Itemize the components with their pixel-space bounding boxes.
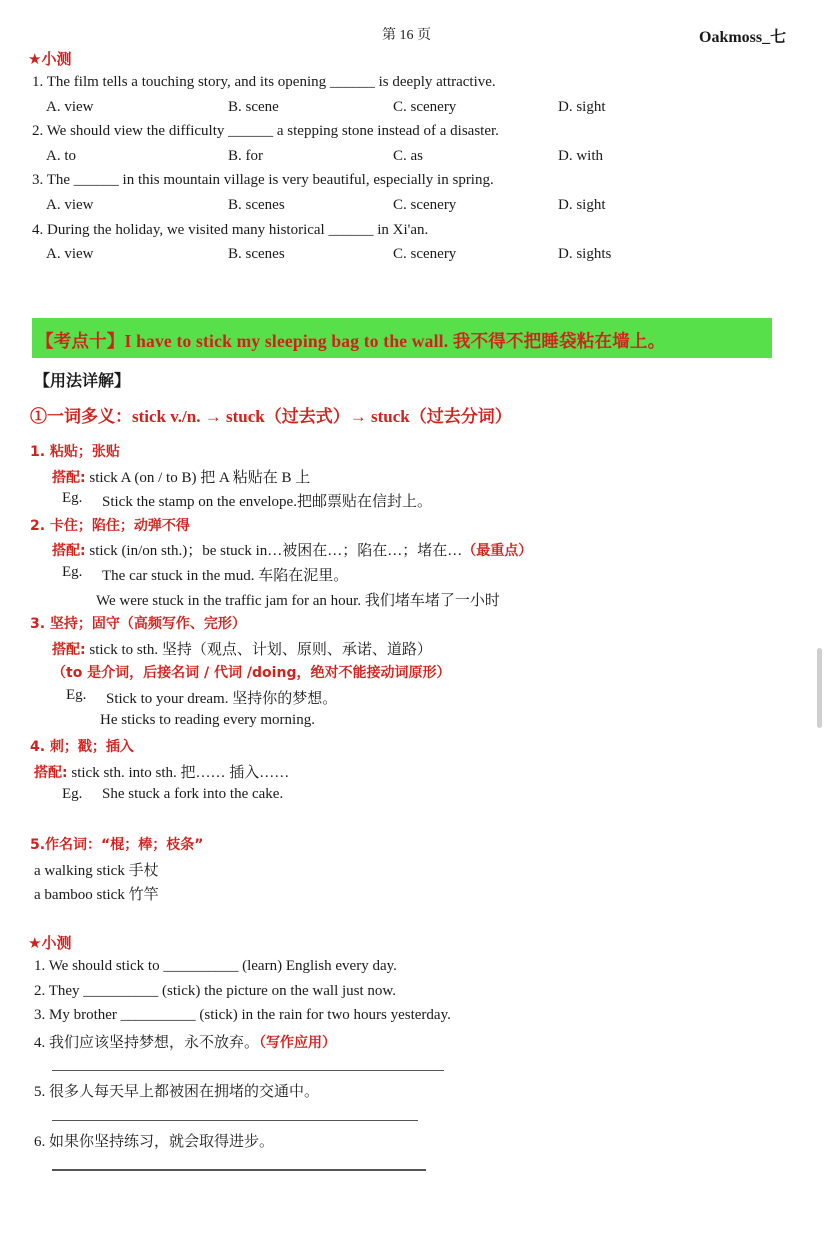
collocation-line (34, 761, 289, 782)
collocation-text: stick (in/on sth.)；be stuck in…被困在…；陷在…；堵在… (85, 543, 463, 559)
option: B. for (228, 148, 263, 164)
question-stem: 2. We should view the difficulty ______ a stepping stone instead of a disaster. (32, 123, 499, 139)
polysemy-heading: ①一词多义：stick v./n. → stuck（过去式）→ stuck（过去分词） (30, 407, 512, 426)
example-label: Eg. (62, 564, 83, 580)
meaning-title: 4. 刺；戳；插入 (30, 739, 134, 755)
question-stem: 1. The film tells a touching story, and its opening ______ is deeply attractive. (32, 74, 496, 90)
question-stem: 4. During the holiday, we visited many historical ______ in Xi'an. (32, 222, 429, 238)
option: C. scenery (393, 197, 457, 213)
meaning-title: 1. 粘贴；张贴 (30, 444, 120, 460)
quiz-title: ★小测 (28, 50, 72, 68)
exercise-text: 4. 我们应该坚持梦想，永不放弃。 (34, 1035, 260, 1051)
collocation-note: （最重点） (462, 543, 533, 559)
option: C. as (393, 148, 423, 164)
exercise-item: 5. 很多人每天早上都被困在拥堵的交通中。 (34, 1084, 320, 1100)
option: A. view (46, 246, 94, 262)
example-label: Eg. (62, 786, 83, 802)
collocation-text: stick A (on / to B) 把 A 粘贴在 B 上 (85, 470, 311, 486)
option: A. view (46, 197, 94, 213)
option: C. scenery (393, 99, 457, 115)
collocation-label: 搭配: (34, 765, 68, 781)
option: B. scene (228, 99, 279, 115)
scrollbar-thumb[interactable] (817, 648, 822, 728)
option: A. view (46, 99, 94, 115)
collocation-line (52, 539, 532, 560)
example-sentence: The car stuck in the mud. 车陷在泥里。 (102, 568, 349, 584)
answer-line (52, 1169, 426, 1171)
example-sentence: She stuck a fork into the cake. (102, 786, 284, 802)
example-label: Eg. (66, 687, 87, 703)
question-stem: 3. The ______ in this mountain village is very beautiful, especially in spring. (32, 172, 494, 188)
noun-example: a bamboo stick 竹竿 (34, 887, 159, 903)
option: D. sight (558, 99, 606, 115)
collocation-label: 搭配: (52, 642, 86, 658)
author-label: Oakmoss_七 (699, 29, 787, 46)
grammar-note: （to 是介词，后接名词 / 代词 /doing，绝对不能接动词原形） (52, 665, 451, 681)
option: C. scenery (393, 246, 457, 262)
collocation-line (52, 638, 432, 659)
collocation-label: 搭配: (52, 470, 86, 486)
option: B. scenes (228, 197, 285, 213)
quiz-title: ★小测 (28, 934, 72, 952)
example-sentence: We were stuck in the traffic jam for an hour. 我们堵车堵了一小时 (96, 593, 500, 609)
exercise-item: 3. My brother __________ (stick) in the rain for two hours yesterday. (34, 1007, 451, 1023)
meaning-title: 2. 卡住；陷住；动弹不得 (30, 518, 190, 534)
exercise-item: 2. They __________ (stick) the picture on the wall just now. (34, 983, 397, 999)
example-sentence: He sticks to reading every morning. (100, 712, 315, 728)
example-sentence: Stick to your dream. 坚持你的梦想。 (106, 691, 338, 707)
option: D. sight (558, 197, 606, 213)
example-label: Eg. (62, 490, 83, 506)
meaning-title: 3. 坚持；固守（高频写作、完形） (30, 616, 246, 632)
key-point-title: 【考点十】I have to stick my sleeping bag to the wall. 我不得不把睡袋粘在墙上。 (36, 331, 666, 351)
collocation-text: stick sth. into sth. 把…… 插入…… (67, 765, 290, 781)
exercise-note: （写作应用） (259, 1035, 337, 1051)
option: D. sights (558, 246, 612, 262)
collocation-line (52, 466, 310, 487)
option: B. scenes (228, 246, 285, 262)
noun-example: a walking stick 手杖 (34, 863, 159, 879)
meaning-title: 5.作名词：“棍；棒；枝条” (30, 837, 204, 853)
collocation-label: 搭配: (52, 543, 86, 559)
option: A. to (46, 148, 76, 164)
exercise-item: 1. We should stick to __________ (learn) English every day. (34, 958, 397, 974)
option: D. with (558, 148, 603, 164)
answer-line (52, 1120, 418, 1121)
usage-heading: 【用法详解】 (34, 371, 131, 390)
example-sentence: Stick the stamp on the envelope.把邮票贴在信封上。 (102, 494, 432, 510)
page-number: 第 16 页 (382, 28, 431, 43)
exercise-item: 6. 如果你坚持练习，就会取得进步。 (34, 1134, 275, 1150)
answer-line (52, 1070, 444, 1071)
exercise-item (34, 1031, 336, 1052)
collocation-text: stick to sth. 坚持（观点、计划、原则、承诺、道路） (85, 642, 432, 658)
